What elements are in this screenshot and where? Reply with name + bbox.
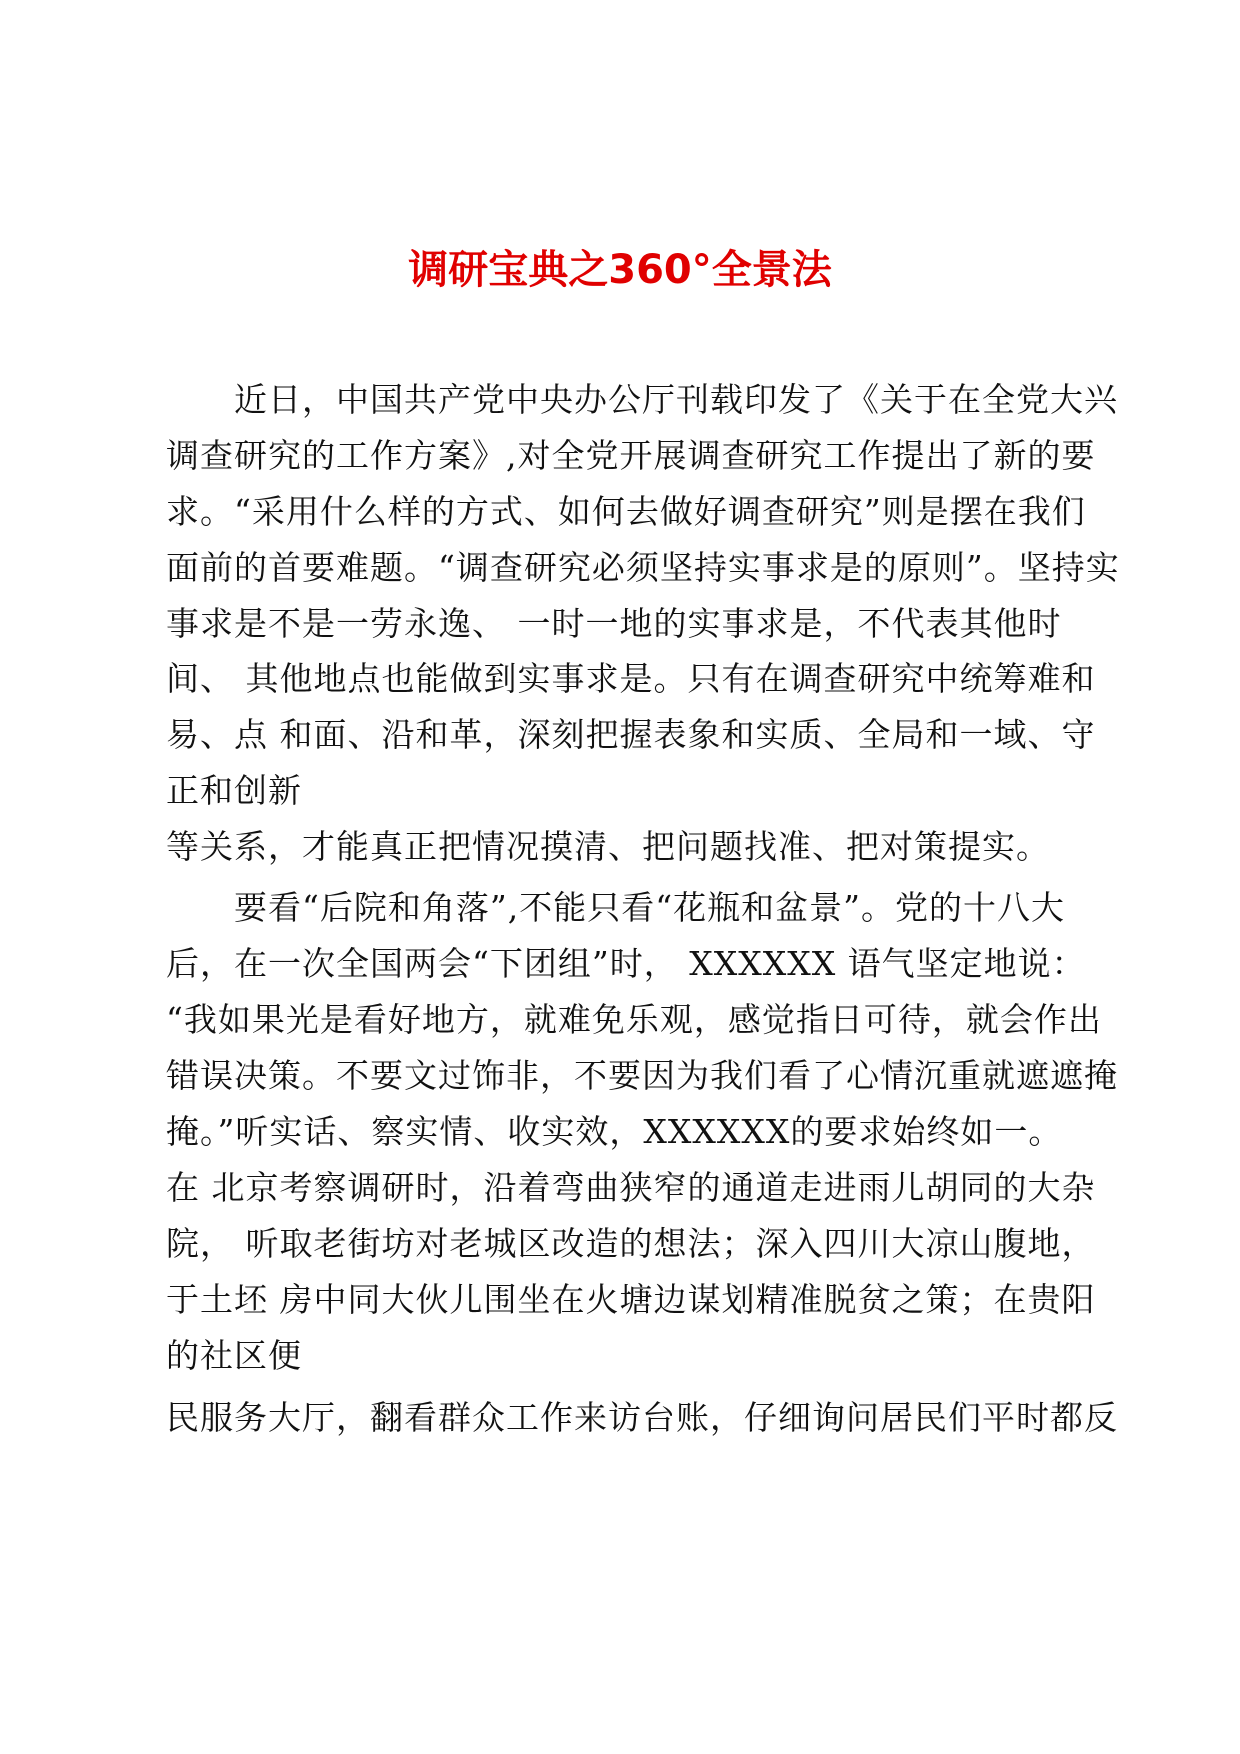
- paragraph-2-line-9: 的社区便: [166, 1336, 302, 1375]
- paragraph-2-line-2: 后，在一次全国两会“下团组”时， XXXXXX 语气坚定地说：: [166, 944, 1086, 983]
- paragraph-1-line-7: 易、点 和面、沿和革，深刻把握表象和实质、全局和一域、守: [166, 715, 1096, 754]
- paragraph-2-line-6: 在 北京考察调研时，沿着弯曲狭窄的通道走进雨儿胡同的大杂: [166, 1168, 1096, 1207]
- document-title: 调研宝典之360°全景法: [408, 247, 832, 293]
- paragraph-1-line-6: 间、 其他地点也能做到实事求是。只有在调查研究中统筹难和: [166, 659, 1096, 698]
- paragraph-1-line-3: 求。“采用什么样的方式、如何去做好调查研究”则是摆在我们: [166, 492, 1086, 531]
- paragraph-2-line-4: 错误决策。不要文过饰非，不要因为我们看了心情沉重就遮遮掩: [166, 1056, 1118, 1095]
- paragraph-2-line-8: 于土坯 房中同大伙儿围坐在火塘边谋划精准脱贫之策；在贵阳: [166, 1280, 1096, 1319]
- paragraph-1-line-8: 正和创新: [166, 771, 302, 810]
- paragraph-1-line-4: 面前的首要难题。“调查研究必须坚持实事求是的原则”。坚持实: [166, 548, 1120, 587]
- paragraph-1-line-9: 等关系，才能真正把情况摸清、把问题找准、把对策提实。: [166, 827, 1050, 866]
- paragraph-1-line-1: 近日，中国共产党中央办公厅刊载印发了《关于在全党大兴: [234, 380, 1118, 419]
- paragraph-2-line-3: “我如果光是看好地方，就难免乐观，感觉指日可待，就会作出: [166, 1000, 1102, 1039]
- paragraph-2-line-5: 掩。”听实话、察实情、收实效，XXXXXX的要求始终如一。: [166, 1112, 1063, 1151]
- paragraph-1-line-5: 事求是不是一劳永逸、 一时一地的实事求是，不代表其他时: [166, 604, 1062, 643]
- paragraph-1-line-2: 调查研究的工作方案》,对全党开展调查研究工作提出了新的要: [166, 436, 1096, 475]
- paragraph-2-line-10: 民服务大厅，翻看群众工作来访台账，仔细询问居民们平时都反: [166, 1398, 1118, 1437]
- paragraph-2-line-1: 要看“后院和角落”,不能只看“花瓶和盆景”。党的十八大: [234, 888, 1065, 927]
- paragraph-2-line-7: 院， 听取老街坊对老城区改造的想法；深入四川大凉山腹地，: [166, 1224, 1096, 1263]
